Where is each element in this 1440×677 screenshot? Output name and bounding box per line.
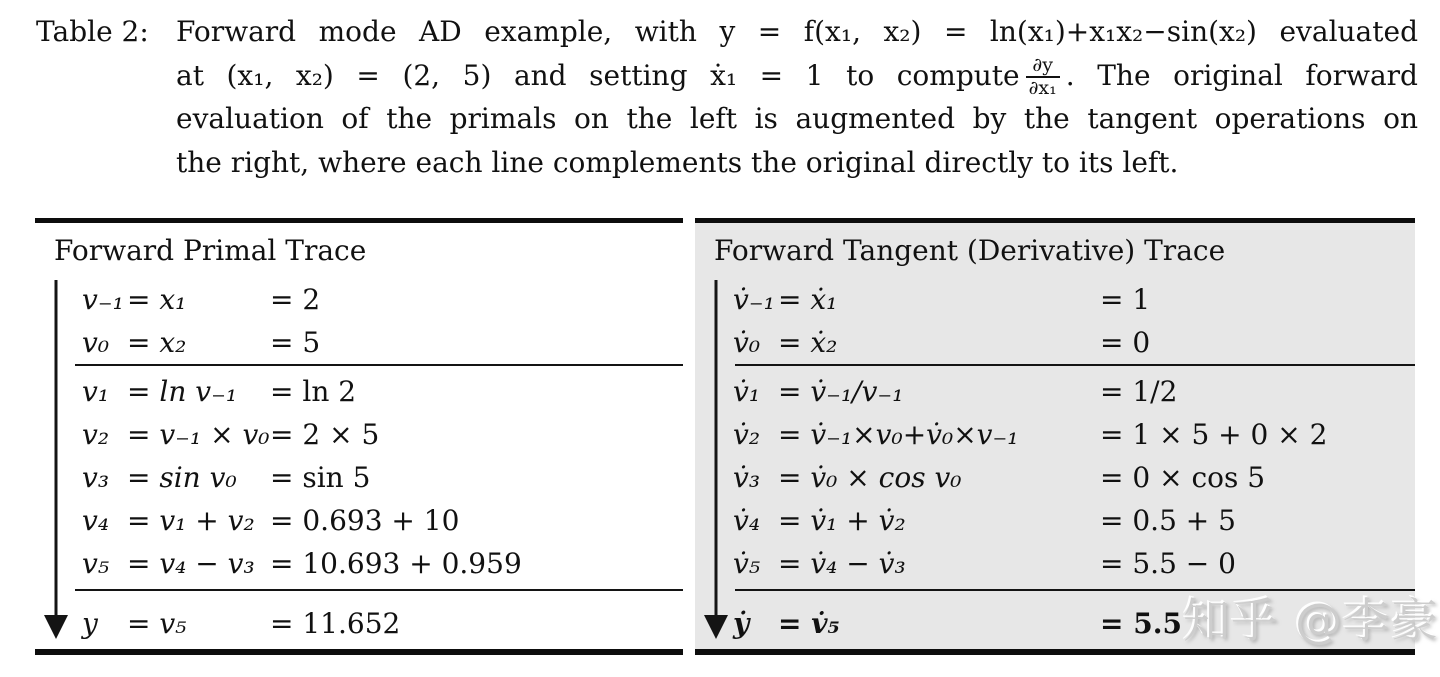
trace-variable: v̇₂ <box>733 418 761 451</box>
trace-variable: v̇₀ <box>733 325 761 359</box>
fraction-denominator: ∂x₁ <box>1026 76 1060 98</box>
trace-value: = 1 × 5 + 0 × 2 <box>1100 418 1328 451</box>
trace-value: = 5.5 − 0 <box>1100 547 1236 580</box>
trace-variable: v₋₁ <box>82 282 124 316</box>
trace-row <box>35 370 683 413</box>
primal-input-section <box>35 277 683 364</box>
watermark: 知乎 @李豪 <box>1183 594 1439 649</box>
trace-expression: = v̇₋₁/v₋₁ <box>778 375 904 408</box>
arrow-shaft <box>715 280 718 621</box>
trace-variable: v̇₃ <box>733 461 761 494</box>
caption-line-2-after: . The original forward <box>1065 58 1418 92</box>
trace-variable: y <box>82 607 98 640</box>
forward-primal-trace-panel <box>35 218 683 655</box>
trace-row <box>35 321 683 364</box>
primal-operations-section <box>35 366 683 589</box>
trace-value: = 2 <box>270 282 321 316</box>
trace-variable: v₃ <box>82 461 110 494</box>
trace-variable: v₂ <box>82 418 110 451</box>
trace-value: = ln 2 <box>270 375 357 408</box>
trace-row <box>35 602 683 645</box>
trace-row <box>695 413 1415 456</box>
caption-line-2 <box>176 54 1418 98</box>
trace-value: = 0.693 + 10 <box>270 504 460 537</box>
trace-value: = sin 5 <box>270 461 371 494</box>
trace-value: = 2 × 5 <box>270 418 380 451</box>
forward-tangent-trace-panel <box>695 218 1415 655</box>
trace-expression: = v₄ − v₃ <box>127 547 255 580</box>
trace-row <box>695 542 1415 585</box>
arrow-shaft <box>55 280 58 621</box>
trace-expression: = v₋₁ × v₀ <box>127 418 270 451</box>
caption-line-2-before: at (x₁, x₂) = (2, 5) and setting ẋ₁ = 1 to compute <box>176 58 1020 92</box>
trace-value: = 0.5 + 5 <box>1100 504 1236 537</box>
trace-value: = 11.652 <box>270 607 401 640</box>
tangent-input-section <box>695 277 1415 364</box>
trace-value: = 0 <box>1100 325 1151 359</box>
trace-expression: = x₁ <box>127 282 187 316</box>
arrow-head-icon <box>704 615 728 639</box>
trace-value: = 5 <box>270 325 321 359</box>
trace-row <box>35 278 683 321</box>
tangent-panel-title: Forward Tangent (Derivative) Trace <box>714 233 1226 267</box>
execution-order-down-arrow-icon <box>703 280 729 639</box>
trace-variable: v̇₁ <box>733 375 761 408</box>
trace-variable: ẏ <box>733 607 750 640</box>
tangent-operations-section <box>695 366 1415 589</box>
execution-order-down-arrow-icon <box>43 280 69 639</box>
trace-expression: = ẋ₁ <box>778 282 838 316</box>
fraction-numerator: ∂y <box>1032 54 1053 76</box>
trace-row <box>35 456 683 499</box>
trace-variable: v₅ <box>82 547 110 580</box>
trace-expression: = v̇₅ <box>778 607 840 640</box>
trace-row <box>695 499 1415 542</box>
trace-value: = 1 <box>1100 282 1151 316</box>
caption-text <box>176 10 1418 184</box>
trace-expression: = ẋ₂ <box>778 325 838 359</box>
trace-row <box>35 413 683 456</box>
trace-value: = 5.5 <box>1100 607 1182 640</box>
trace-expression: = v₅ <box>127 607 187 640</box>
caption-line-3: evaluation of the primals on the left is augmented by the tangent operations on <box>176 102 1418 135</box>
trace-variable: v̇₅ <box>733 547 761 580</box>
trace-value: = 1/2 <box>1100 375 1178 408</box>
trace-row <box>695 456 1415 499</box>
trace-row <box>35 499 683 542</box>
primal-panel-title: Forward Primal Trace <box>54 233 367 267</box>
caption-label: Table 2: <box>36 15 149 48</box>
trace-expression: = sin v₀ <box>127 461 237 494</box>
trace-variable: v̇₋₁ <box>733 282 775 316</box>
trace-row <box>695 321 1415 364</box>
trace-variable: v₁ <box>82 375 110 408</box>
trace-row <box>695 278 1415 321</box>
trace-expression: = x₂ <box>127 325 187 359</box>
trace-expression: = v̇₀ × cos v₀ <box>778 461 962 494</box>
trace-expression: = v̇₁ + v̇₂ <box>778 504 906 537</box>
trace-expression: = ln v₋₁ <box>127 375 238 408</box>
trace-value: = 10.693 + 0.959 <box>270 547 522 580</box>
trace-value: = 0 × cos 5 <box>1100 461 1266 494</box>
trace-expression: = v̇₄ − v̇₃ <box>778 547 906 580</box>
table-caption <box>36 10 1418 184</box>
trace-row <box>35 542 683 585</box>
trace-variable: v₄ <box>82 504 110 537</box>
trace-variable: v̇₄ <box>733 504 761 537</box>
primal-output-section <box>35 591 683 649</box>
trace-row <box>695 370 1415 413</box>
trace-expression: = v̇₋₁×v₀+v̇₀×v₋₁ <box>778 418 1019 451</box>
partial-derivative-fraction <box>1026 56 1060 98</box>
caption-line-4: the right, where each line complements the original directly to its left. <box>176 145 1179 179</box>
arrow-head-icon <box>44 615 68 639</box>
trace-expression: = v₁ + v₂ <box>127 504 255 537</box>
trace-variable: v₀ <box>82 325 110 359</box>
caption-line-1: Forward mode AD example, with y = f(x₁, x₂) = ln(x₁)+x₁x₂−sin(x₂) evaluated <box>176 15 1418 48</box>
